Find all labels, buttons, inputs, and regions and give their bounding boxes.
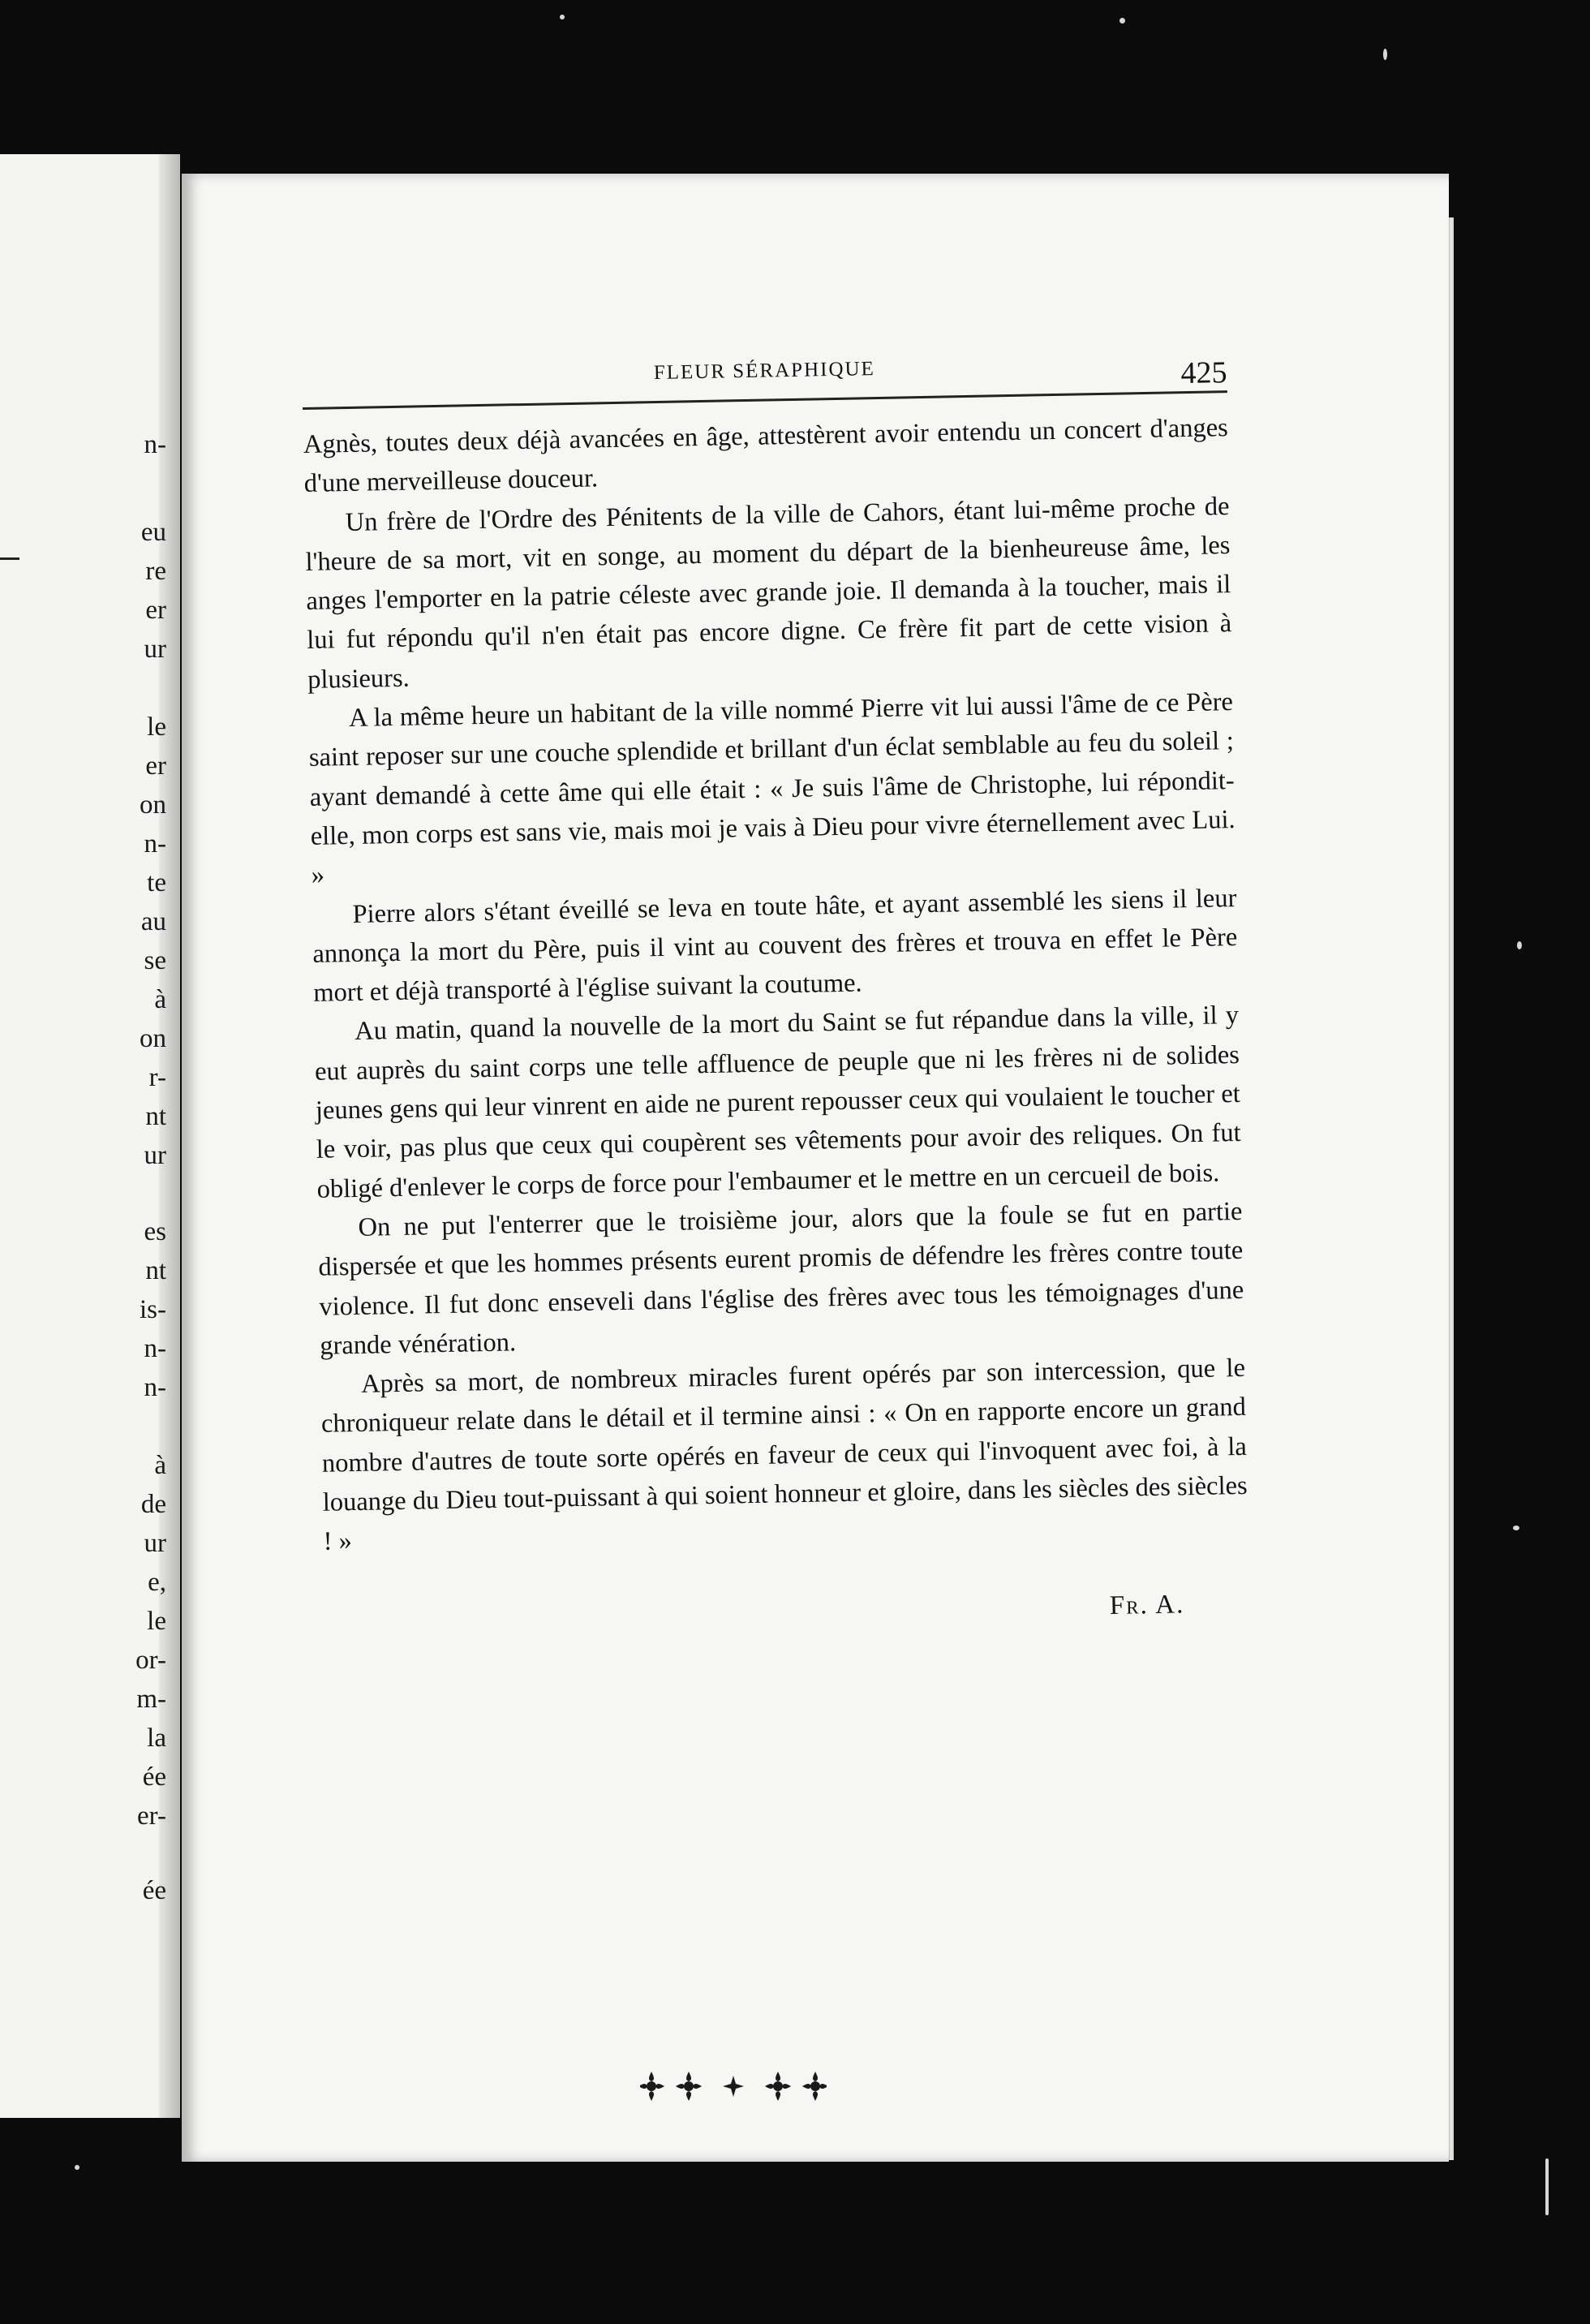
paragraph: On ne put l'enterrer que le troisième jour, alors que la foule se fut en partie dispersée et que les hommes présents eurent promis de défendre les frères contre toute violence. Il fut donc enseveli dans l'église des frères avec tous les témoignages d'une grande vénération.: [318, 1196, 1244, 1361]
header-rule: [303, 390, 1227, 410]
left-page-fragment: r-: [148, 1063, 166, 1092]
left-page-fragment: es: [144, 1217, 166, 1246]
left-page-fragment: le: [147, 712, 166, 742]
left-page-fragment: nt: [145, 1102, 166, 1131]
left-page-fragment: le: [147, 1607, 166, 1636]
left-page-fragment: ée: [142, 1762, 166, 1792]
fleuron-ornament-icon: [640, 2066, 827, 2107]
page-number: 425: [1180, 355, 1227, 391]
body-text: [303, 408, 1248, 1561]
left-page-fragment: n-: [144, 430, 166, 459]
left-page-fragment: er-: [137, 1801, 166, 1831]
left-page-fragment: te: [147, 868, 166, 897]
left-page-fragment: de: [140, 1490, 166, 1519]
left-page-fragment: on: [140, 1024, 166, 1053]
left-page-fragment: se: [144, 946, 166, 975]
paragraph: Agnès, toutes deux déjà avancées en âge, attestèrent avoir entendu un concert d'anges d'une merveilleuse douceur.: [303, 413, 1229, 499]
paragraph: A la même heure un habitant de la ville nommé Pierre vit lui aussi l'âme de ce Père saint reposer sur une couche splendide et brillant d'un éclat semblable au feu du soleil ; ayant demandé à cette âme qui elle était : « Je suis l'âme de Christophe, lui répondit-elle, mon corps est sans vie, mais moi je vais à Dieu pour vivre éternellement avec Lui. »: [308, 687, 1235, 891]
paragraph: Après sa mort, de nombreux miracles furent opérés par son intercession, que le chroniqueur relate dans le détail et il termine ainsi : « On en rapporte encore un grand nombre d'autres de toute sorte opérés en faveur de ceux qui l'invoquent avec foi, à la louange du Dieu tout-puissant à qui soient honneur et gloire, dans les siècles des siècles ! »: [320, 1354, 1248, 1557]
left-page-fragment: à: [154, 1451, 166, 1480]
left-page-fragment: n-: [144, 829, 166, 859]
left-page-fragment: eu: [140, 518, 166, 547]
left-page-fragment: on: [140, 790, 166, 820]
author-signature: Fr. A.: [1109, 1589, 1185, 1620]
paragraph: Pierre alors s'étant éveillé se leva en toute hâte, et ayant assemblé les siens il leur annonça la mort du Père, puis il vint au couvent des frères et trouva en effet le Père mort et déjà transporté à l'église suivant la coutume.: [312, 883, 1238, 1009]
book-page: [182, 174, 1449, 2162]
left-page-edge: [0, 154, 180, 2118]
left-page-fragment: e,: [148, 1568, 166, 1597]
left-page-fragment: re: [145, 557, 166, 586]
left-page-fragment: is-: [140, 1295, 166, 1324]
left-page-fragment: au: [140, 907, 166, 936]
left-page-fragment: ur: [144, 1529, 166, 1558]
left-page-fragment: à: [154, 985, 166, 1014]
left-page-fragment: er: [145, 751, 166, 781]
left-page-fragment: ée: [142, 1876, 166, 1905]
left-page-fragment: nt: [145, 1256, 166, 1285]
running-head-title: FLEUR SÉRAPHIQUE: [653, 358, 876, 385]
left-page-fragment: ur: [144, 1141, 166, 1170]
left-page-fragment: m-: [136, 1685, 166, 1714]
paragraph: Au matin, quand la nouvelle de la mort du Saint se fut répandue dans la ville, il y eut auprès du saint corps une telle affluence de peuple que ni les frères ni de solides jeunes gens qui leur vinrent en aide ne purent repousser ceux qui voulaient le toucher et le voir, pas plus que ceux qui coupèrent ses vêtements pour avoir des reliques. On fut obligé d'enlever le corps de force pour l'embaumer et le mettre en un cercueil de bois.: [314, 1001, 1241, 1204]
page-content: [302, 343, 1250, 1635]
left-page-fragment: la: [147, 1724, 166, 1753]
left-page-fragment: ur: [144, 635, 166, 664]
paragraph: Un frère de l'Ordre des Pénitents de la ville de Cahors, étant lui-même proche de l'heure de sa mort, vit en songe, au moment du départ de la bienheureuse âme, les anges l'emporter en la patrie céleste avec grande joie. Il demanda à la toucher, mais il lui fut répondu qu'il n'en était pas encore digne. Ce frère fit part de cette vision à plusieurs.: [305, 491, 1232, 695]
left-page-fragment: or-: [135, 1646, 166, 1675]
left-page-fragment: n-: [144, 1373, 166, 1402]
left-page-fragment: er: [145, 596, 166, 625]
left-page-fragment: n-: [144, 1334, 166, 1363]
running-head: [302, 343, 1227, 411]
